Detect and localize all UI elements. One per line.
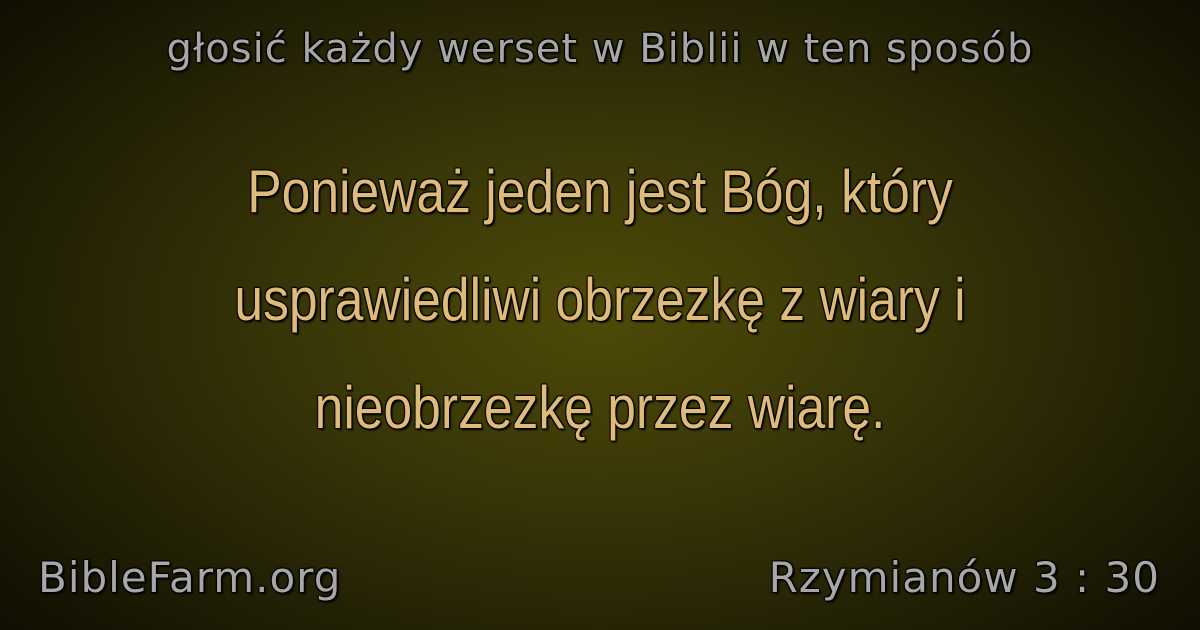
verse-line: usprawiedliwi obrzezkę z wiary i <box>234 266 966 333</box>
verse-line: Ponieważ jeden jest Bóg, który <box>247 158 953 225</box>
site-name: BibleFarm.org <box>38 553 342 602</box>
header-title: głosić każdy werset w Biblii w ten sposób <box>166 26 1034 72</box>
verse-text <box>136 138 1065 462</box>
verse-line: nieobrzezkę przez wiarę. <box>314 374 886 441</box>
verse-reference: Rzymianów 3 : 30 <box>768 553 1160 602</box>
